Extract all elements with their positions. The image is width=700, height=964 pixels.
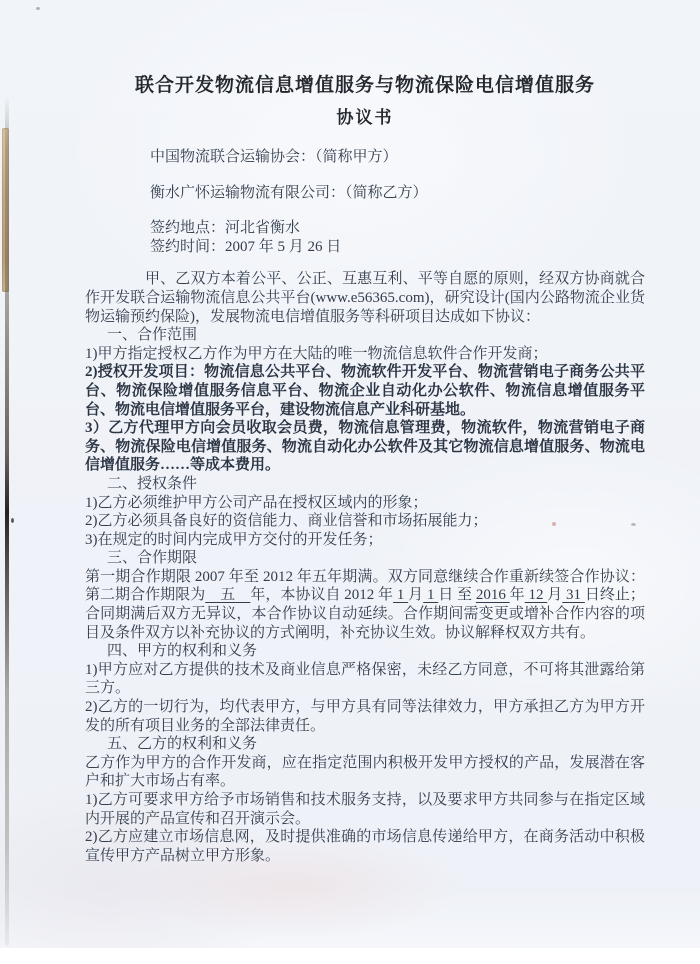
paragraph: 1)乙方可要求甲方给予市场销售和技术服务支持，以及要求甲方共同参与在指定区域内开展的产品宣传和召开演示会。 (85, 792, 645, 827)
sign-place-line: 签约地点：河北省衡水 (150, 220, 301, 237)
filled-in-blank: 2016 (475, 587, 510, 604)
filled-in-blank: 1 (393, 587, 409, 604)
document-body (85, 270, 645, 865)
section-heading: 二、授权条件 (107, 475, 198, 492)
paragraph: 3）乙方代理甲方向会员收取会员费，物流信息管理费，物流软件，物流营销电子商务、物流保险电信增值服务、物流自动化办公软件及其它物流信息增值服务、物流电信增值服务……等成本费用。 (85, 420, 645, 474)
document-subtitle: 协议书 (336, 108, 394, 127)
scan-speck (11, 518, 14, 523)
scan-edge-line-artifact (5, 96, 9, 946)
paragraph: 2)授权开发项目：物流信息公共平台、物流软件开发平台、物流营销电子商务公共平台、物流保险增值服务信息平台、物流企业自动化办公软件、物流信息增值服务平台、物流电信增值服务平台，建设物流信息产业科研基地。 (85, 364, 645, 418)
document-title: 联合开发物流信息增值服务与物流保险电信增值服务 (134, 75, 595, 96)
party-a-line: 中国物流联合运输协会：（简称甲方） (150, 149, 398, 165)
paragraph: 2)乙方应建立市场信息网，及时提供准确的市场信息传递给甲方，在商务活动中积极宣传甲方产品树立甲方形象。 (85, 829, 645, 864)
filled-in-blank: 1 (423, 587, 439, 604)
scan-speck (36, 7, 40, 10)
paragraph: 1)甲方应对乙方提供的技术及商业信息严格保密，未经乙方同意，不可将其泄露给第三方。 (85, 661, 645, 697)
section-heading: 一、合作范围 (107, 327, 198, 344)
paragraph: 3)在规定的时间内完成甲方交付的开发任务； (85, 531, 383, 548)
paragraph: 乙方作为甲方的合作开发商，应在指定范围内积极开发甲方授权的产品，发展潜在客户和扩大市场占有率。 (85, 754, 645, 790)
sign-time-line: 签约时间：2007 年 5 月 26 日 (150, 238, 342, 255)
filled-in-blank: 31 (562, 587, 585, 604)
section-heading: 五、乙方的权利和义务 (107, 736, 258, 753)
section-heading: 三、合作期限 (107, 550, 198, 567)
filled-in-blank: 五 (205, 587, 251, 604)
document-content (85, 0, 645, 865)
filled-in-blank: 12 (524, 587, 548, 604)
paragraph: 甲、乙双方本着公平、公正、互惠互利、平等自愿的原则，经双方协商就合作开发联合运输物流信息公共平台(www.e56365.com)，研究设计(国内公路物流企业货物运输预约保险)，发展物流电信增值服务等科研项目达成如下协议： (85, 271, 645, 325)
scanner-bottom-band (0, 948, 700, 964)
paragraph: 2)乙方必须具备良好的资信能力、商业信誉和市场拓展能力； (85, 513, 488, 530)
section-heading: 四、甲方的权利和义务 (107, 643, 258, 660)
paragraph: 2)乙方的一切行为，均代表甲方，与甲方具有同等法律效力，甲方承担乙方为甲方开发的所有项目业务的全部法律责任。 (85, 699, 645, 734)
party-b-line: 衡水广怀运输物流有限公司：（简称乙方） (150, 184, 428, 201)
paragraph: 第一期合作期限 2007 年至 2012 年五年期满。双方同意继续合作重新续签合作协议：第二期合作期限为 五 年，本协议自 2012 年 1 月 1 日 至 2016 年 12 月 31 日终止；合同期满后双方无异议，本合作协议自动延续。合作期间需变更或增补合作内容的项目及条件双方以补充协议的方式阐明，补充协议生效。协议解释权双方共有。 (85, 568, 645, 641)
paragraph: 1)乙方必须维护甲方公司产品在授权区域内的形象； (85, 494, 428, 511)
paragraph: 1)甲方指定授权乙方作为甲方在大陆的唯一物流信息软件合作开发商； (85, 345, 548, 362)
